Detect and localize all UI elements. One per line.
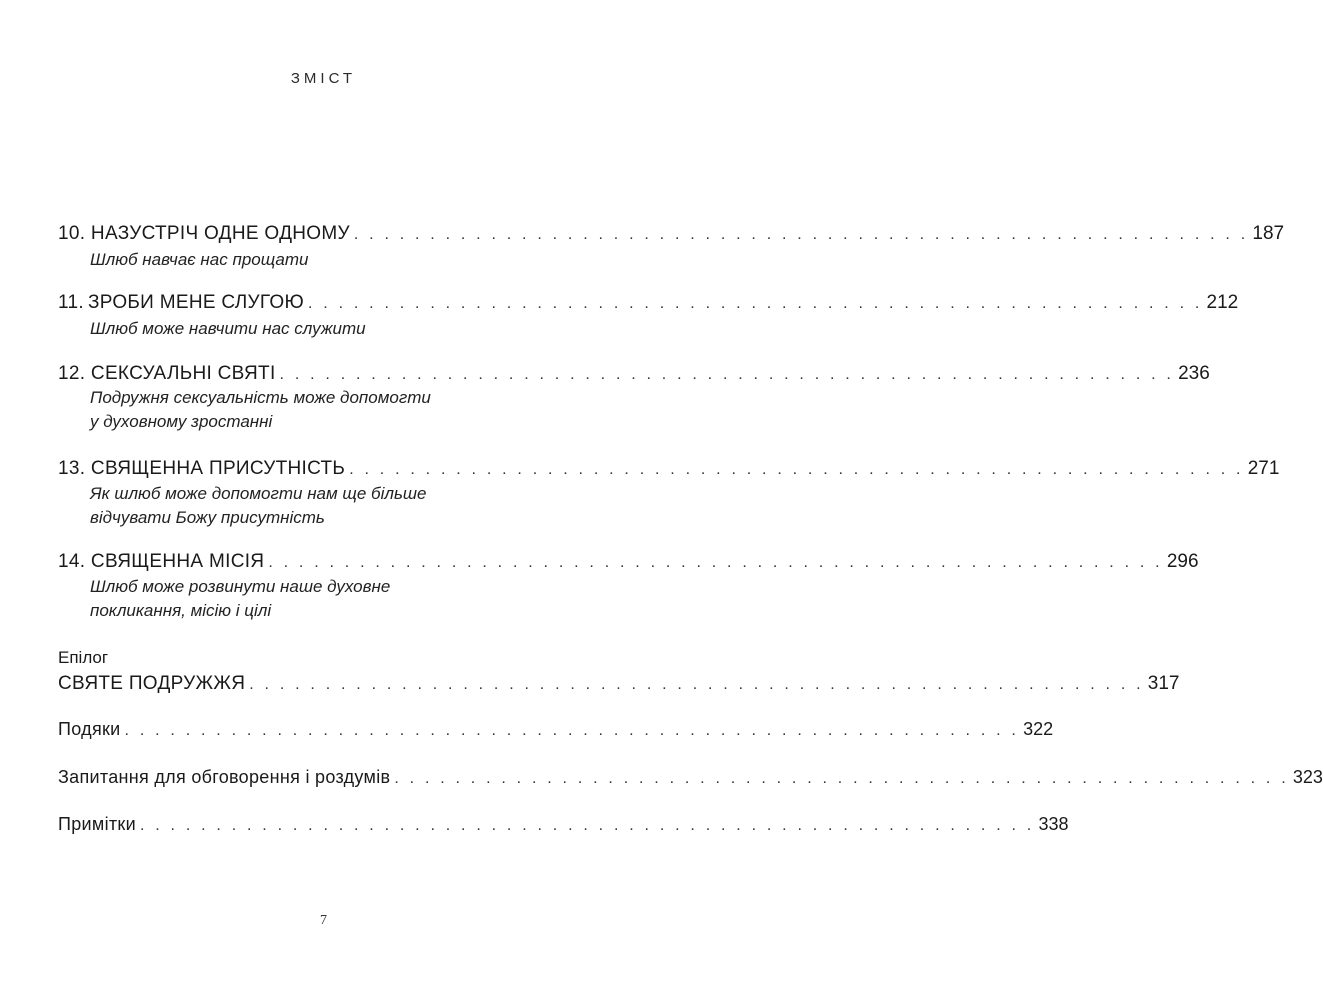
toc-entry-subtitle: Як шлюб може допомогти нам ще більше xyxy=(90,484,427,503)
toc-entry-14[interactable] xyxy=(58,550,1199,575)
toc-entry-subtitle: у духовному зростанні xyxy=(90,412,273,431)
toc-entry-questions[interactable] xyxy=(58,765,1323,791)
toc-entry-subtitle: покликання, місію і цілі xyxy=(90,601,272,620)
toc-entry-subtitle: Шлюб може навчити нас служити xyxy=(90,319,366,338)
toc-entry-title xyxy=(58,291,304,315)
dot-leader: . . . . . . . . . . . . . . . . . . . . . . . . . . . . . . . . . . . . . . . . . . . . . . . . . . . . . . . . . . . xyxy=(308,295,1203,312)
toc-entry-subtitle: Шлюб навчає нас прощати xyxy=(90,250,309,269)
dot-leader: . . . . . . . . . . . . . . . . . . . . . . . . . . . . . . . . . . . . . . . . . . . . . . . . . . . . . . . . . . . xyxy=(279,366,1175,383)
dot-leader: . . . . . . . . . . . . . . . . . . . . . . . . . . . . . . . . . . . . . . . . . . . . . . . . . . . . . . . . . . . xyxy=(349,461,1244,478)
toc-heading: ЗМІСТ xyxy=(290,70,357,87)
toc-entry-page: 212 xyxy=(1206,292,1239,313)
toc-entry-13[interactable] xyxy=(58,457,1280,482)
toc-entry-subtitle: Шлюб може розвинути наше духовне xyxy=(90,577,391,596)
dot-leader: . . . . . . . . . . . . . . . . . . . . . . . . . . . . . . . . . . . . . . . . . . . . . . . . . . . . . . . . . . . xyxy=(394,770,1289,787)
toc-entry-title-text: Примітки xyxy=(58,814,136,834)
toc-entry-number: 13. xyxy=(58,458,86,479)
dot-leader: . . . . . . . . . . . . . . . . . . . . . . . . . . . . . . . . . . . . . . . . . . . . . . . . . . . . . . . . . . . xyxy=(249,676,1144,693)
toc-entry-title-text: ЗРОБИ МЕНЕ СЛУГОЮ xyxy=(88,292,305,313)
dot-leader: . . . . . . . . . . . . . . . . . . . . . . . . . . . . . . . . . . . . . . . . . . . . . . . . . . . . . . . . . . . xyxy=(139,817,1035,834)
toc-entry-number: 12. xyxy=(58,363,86,384)
toc-entry-number: 14. xyxy=(58,551,86,572)
toc-entry-title-text: НАЗУСТРІЧ ОДНЕ ОДНОМУ xyxy=(90,223,350,244)
toc-entry-page: 271 xyxy=(1247,458,1280,479)
toc-entry-subtitle: відчувати Божу присутність xyxy=(90,508,325,527)
dot-leader: . . . . . . . . . . . . . . . . . . . . . . . . . . . . . . . . . . . . . . . . . . . . . . . . . . . . . . . . . . . xyxy=(353,226,1249,243)
toc-entry-epilogue[interactable] xyxy=(58,672,1180,697)
toc-entry-number: 10. xyxy=(58,223,86,244)
toc-entry-page: 317 xyxy=(1147,673,1180,694)
toc-entry-title xyxy=(58,457,345,481)
toc-entry-title-text: СВЯТЕ ПОДРУЖЖЯ xyxy=(58,673,246,694)
toc-entry-subtitle: Подружня сексуальність може допомогти xyxy=(90,388,431,407)
dot-leader: . . . . . . . . . . . . . . . . . . . . . . . . . . . . . . . . . . . . . . . . . . . . . . . . . . . . . . . . . . . xyxy=(124,722,1020,739)
toc-entry-title xyxy=(58,550,264,574)
toc-entry-title-text: СЕКСУАЛЬНІ СВЯТІ xyxy=(90,363,276,384)
toc-entry-title-text: Запитання для обговорення і роздумів xyxy=(58,767,391,787)
toc-entry-title-text: Подяки xyxy=(58,719,121,739)
dot-leader: . . . . . . . . . . . . . . . . . . . . . . . . . . . . . . . . . . . . . . . . . . . . . . . . . . . . . . . . . . . xyxy=(268,554,1163,571)
toc-entry-notes[interactable] xyxy=(58,812,1069,838)
toc-entry-title-text: СВЯЩЕННА МІСІЯ xyxy=(90,551,265,572)
toc-entry-page: 322 xyxy=(1023,719,1054,739)
toc-entry-title xyxy=(58,222,350,246)
toc-entry-page: 187 xyxy=(1252,223,1285,244)
toc-entry-page: 236 xyxy=(1178,363,1210,384)
toc-entry-page: 338 xyxy=(1038,814,1069,834)
toc-entry-number: 11. xyxy=(58,292,84,313)
epilogue-label: Епілог xyxy=(58,648,109,667)
toc-entry-page: 323 xyxy=(1292,767,1323,787)
toc-entry-page: 296 xyxy=(1166,551,1199,572)
toc-entry-12[interactable] xyxy=(58,362,1210,387)
toc-entry-11[interactable] xyxy=(58,291,1239,316)
toc-entry-acknowledgements[interactable] xyxy=(58,717,1054,743)
toc-entry-10[interactable] xyxy=(58,222,1285,247)
page-number: 7 xyxy=(320,913,327,928)
toc-entry-title xyxy=(58,362,276,386)
toc-entry-title-text: СВЯЩЕННА ПРИСУТНІСТЬ xyxy=(90,458,346,479)
